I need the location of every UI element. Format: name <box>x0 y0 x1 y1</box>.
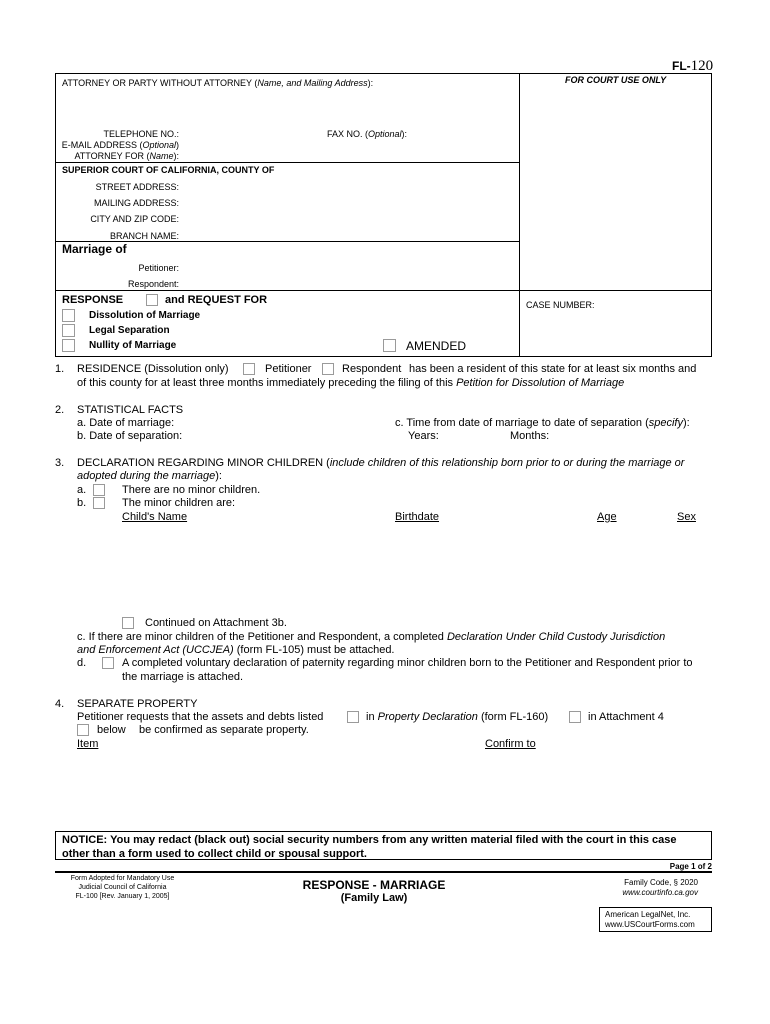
dissolution-label: Dissolution of Marriage <box>89 310 201 321</box>
s4-property-declaration-checkbox[interactable] <box>347 711 359 723</box>
s3-b-letter: b. <box>77 497 87 509</box>
s2-time-label: c. Time from date of marriage to date of separation (specify): <box>395 417 690 429</box>
s4-col-confirm: Confirm to <box>485 738 536 750</box>
nullity-label: Nullity of Marriage <box>89 340 177 351</box>
s1-rest: has been a resident of this state for at least six months and <box>409 363 697 375</box>
s3-children-checkbox[interactable] <box>93 497 105 509</box>
case-number-label: CASE NUMBER: <box>526 300 595 310</box>
s3-col-name: Child's Name <box>122 511 188 523</box>
courtinfo-site: www.courtinfo.ca.gov <box>622 888 698 897</box>
petitioner-label: Petitioner: <box>138 263 179 273</box>
city-label: CITY AND ZIP CODE: <box>90 214 179 224</box>
attorney-label: ATTORNEY OR PARTY WITHOUT ATTORNEY (Name, and Mailing Address): <box>62 78 374 88</box>
legalnet-name: American LegalNet, Inc. <box>605 910 691 919</box>
amend-response-checkbox[interactable] <box>146 294 158 306</box>
s3-continued-checkbox[interactable] <box>122 617 134 629</box>
marriage-of-label: Marriage of <box>62 242 127 256</box>
s1-respondent-label: Respondent <box>342 363 402 375</box>
s3-paternity-checkbox[interactable] <box>102 657 114 669</box>
legal-separation-label: Legal Separation <box>89 325 170 336</box>
adopted-line1: Form Adopted for Mandatory Use <box>70 875 175 882</box>
s4-confirmed-label: be confirmed as separate property. <box>139 724 309 736</box>
s3-col-birthdate: Birthdate <box>395 511 440 523</box>
s2-date-separation: b. Date of separation: <box>77 430 183 442</box>
respondent-label: Respondent: <box>127 279 179 289</box>
s3-col-age: Age <box>597 511 617 523</box>
request-for-label: and REQUEST FOR <box>165 294 268 306</box>
s3-children-label: The minor children are: <box>122 497 236 509</box>
s3-c-line2: and Enforcement Act (UCCJEA) (form FL-105) must be attached. <box>77 644 395 656</box>
s3-title: DECLARATION REGARDING MINOR CHILDREN (include children of this relationship born prior to or during the marriage or <box>77 457 685 469</box>
amended-checkbox[interactable] <box>383 339 396 352</box>
s3-title-line2: adopted during the marriage): <box>77 470 222 482</box>
s2-months-label: Months: <box>510 430 550 442</box>
street-label: STREET ADDRESS: <box>95 182 179 192</box>
notice-line1: NOTICE: You may redact (black out) social security numbers from any written material filed with the court in this case <box>62 834 677 846</box>
form-num: 120 <box>690 58 714 74</box>
s1-number: 1. <box>55 363 65 375</box>
s4-property-declaration-label: in Property Declaration (form FL-160) <box>366 711 549 723</box>
s3-no-children-label: There are no minor children. <box>122 484 261 496</box>
s4-attachment-checkbox[interactable] <box>569 711 581 723</box>
s3-number: 3. <box>55 457 65 469</box>
form-prefix: FL- <box>672 59 691 73</box>
s4-line1: Petitioner requests that the assets and debts listed <box>77 711 324 723</box>
s3-continued-label: Continued on Attachment 3b. <box>145 617 287 629</box>
page-number: Page 1 of 2 <box>669 862 712 871</box>
nullity-checkbox[interactable] <box>62 339 75 352</box>
s3-d-line2: the marriage is attached. <box>122 671 244 683</box>
fax-label: FAX NO. (Optional): <box>327 129 408 139</box>
line-response <box>55 290 712 291</box>
response-label: RESPONSE <box>62 294 124 306</box>
s2-date-marriage: a. Date of marriage: <box>77 417 175 429</box>
s3-c-line1: c. If there are minor children of the Petitioner and Respondent, a completed Declaration Under Child Custody Jurisdiction <box>77 631 666 643</box>
court-label: SUPERIOR COURT OF CALIFORNIA, COUNTY OF <box>62 165 275 175</box>
mailing-label: MAILING ADDRESS: <box>93 198 179 208</box>
adopted-line2: Judicial Council of California <box>78 884 167 891</box>
dissolution-checkbox[interactable] <box>62 309 75 322</box>
s2-number: 2. <box>55 404 65 416</box>
s1-line2: of this county for at least three months immediately preceding the filing of this Petition for Dissolution of Marriage <box>77 377 625 389</box>
s4-title: SEPARATE PROPERTY <box>77 698 198 710</box>
s4-number: 4. <box>55 698 65 710</box>
amended-label: AMENDED <box>406 339 467 353</box>
adopted-block <box>55 874 190 901</box>
s4-below-checkbox[interactable] <box>77 724 89 736</box>
footer-title: RESPONSE - MARRIAGE <box>302 878 446 892</box>
footer-subtitle: (Family Law) <box>340 892 408 904</box>
s1-residence: RESIDENCE (Dissolution only) <box>77 363 229 375</box>
legal-separation-checkbox[interactable] <box>62 324 75 337</box>
s3-d-letter: d. <box>77 657 87 669</box>
s3-col-sex: Sex <box>677 511 696 523</box>
line-court <box>55 162 519 163</box>
s3-no-children-checkbox[interactable] <box>93 484 105 496</box>
s1-petitioner-label: Petitioner <box>265 363 312 375</box>
s1-respondent-checkbox[interactable] <box>322 363 334 375</box>
adopted-line3: FL-100 [Rev. January 1, 2005] <box>75 893 170 900</box>
s3-d-line1: A completed voluntary declaration of paternity regarding minor children born to the Petitioner and Respondent prior to <box>122 657 693 669</box>
s2-title: STATISTICAL FACTS <box>77 404 184 416</box>
court-use-label: FOR COURT USE ONLY <box>565 75 667 85</box>
family-code: Family Code, § 2020 <box>624 878 698 887</box>
s1-petitioner-checkbox[interactable] <box>243 363 255 375</box>
telephone-label: TELEPHONE NO.: <box>103 129 179 139</box>
s3-a-letter: a. <box>77 484 87 496</box>
s4-attachment-label: in Attachment 4 <box>588 711 664 723</box>
s2-years-label: Years: <box>408 430 439 442</box>
email-label: E-MAIL ADDRESS (Optional) <box>61 140 179 150</box>
attorney-for-label: ATTORNEY FOR (Name): <box>74 151 179 161</box>
caption-divider <box>519 73 520 357</box>
branch-label: BRANCH NAME: <box>109 231 179 241</box>
s4-col-item: Item <box>77 738 99 750</box>
notice-line2: other than a form used to collect child or spousal support. <box>62 848 367 860</box>
footer-rule <box>55 871 712 873</box>
legalnet-site: www.USCourtForms.com <box>605 920 695 929</box>
s4-below-label: below <box>97 724 126 736</box>
